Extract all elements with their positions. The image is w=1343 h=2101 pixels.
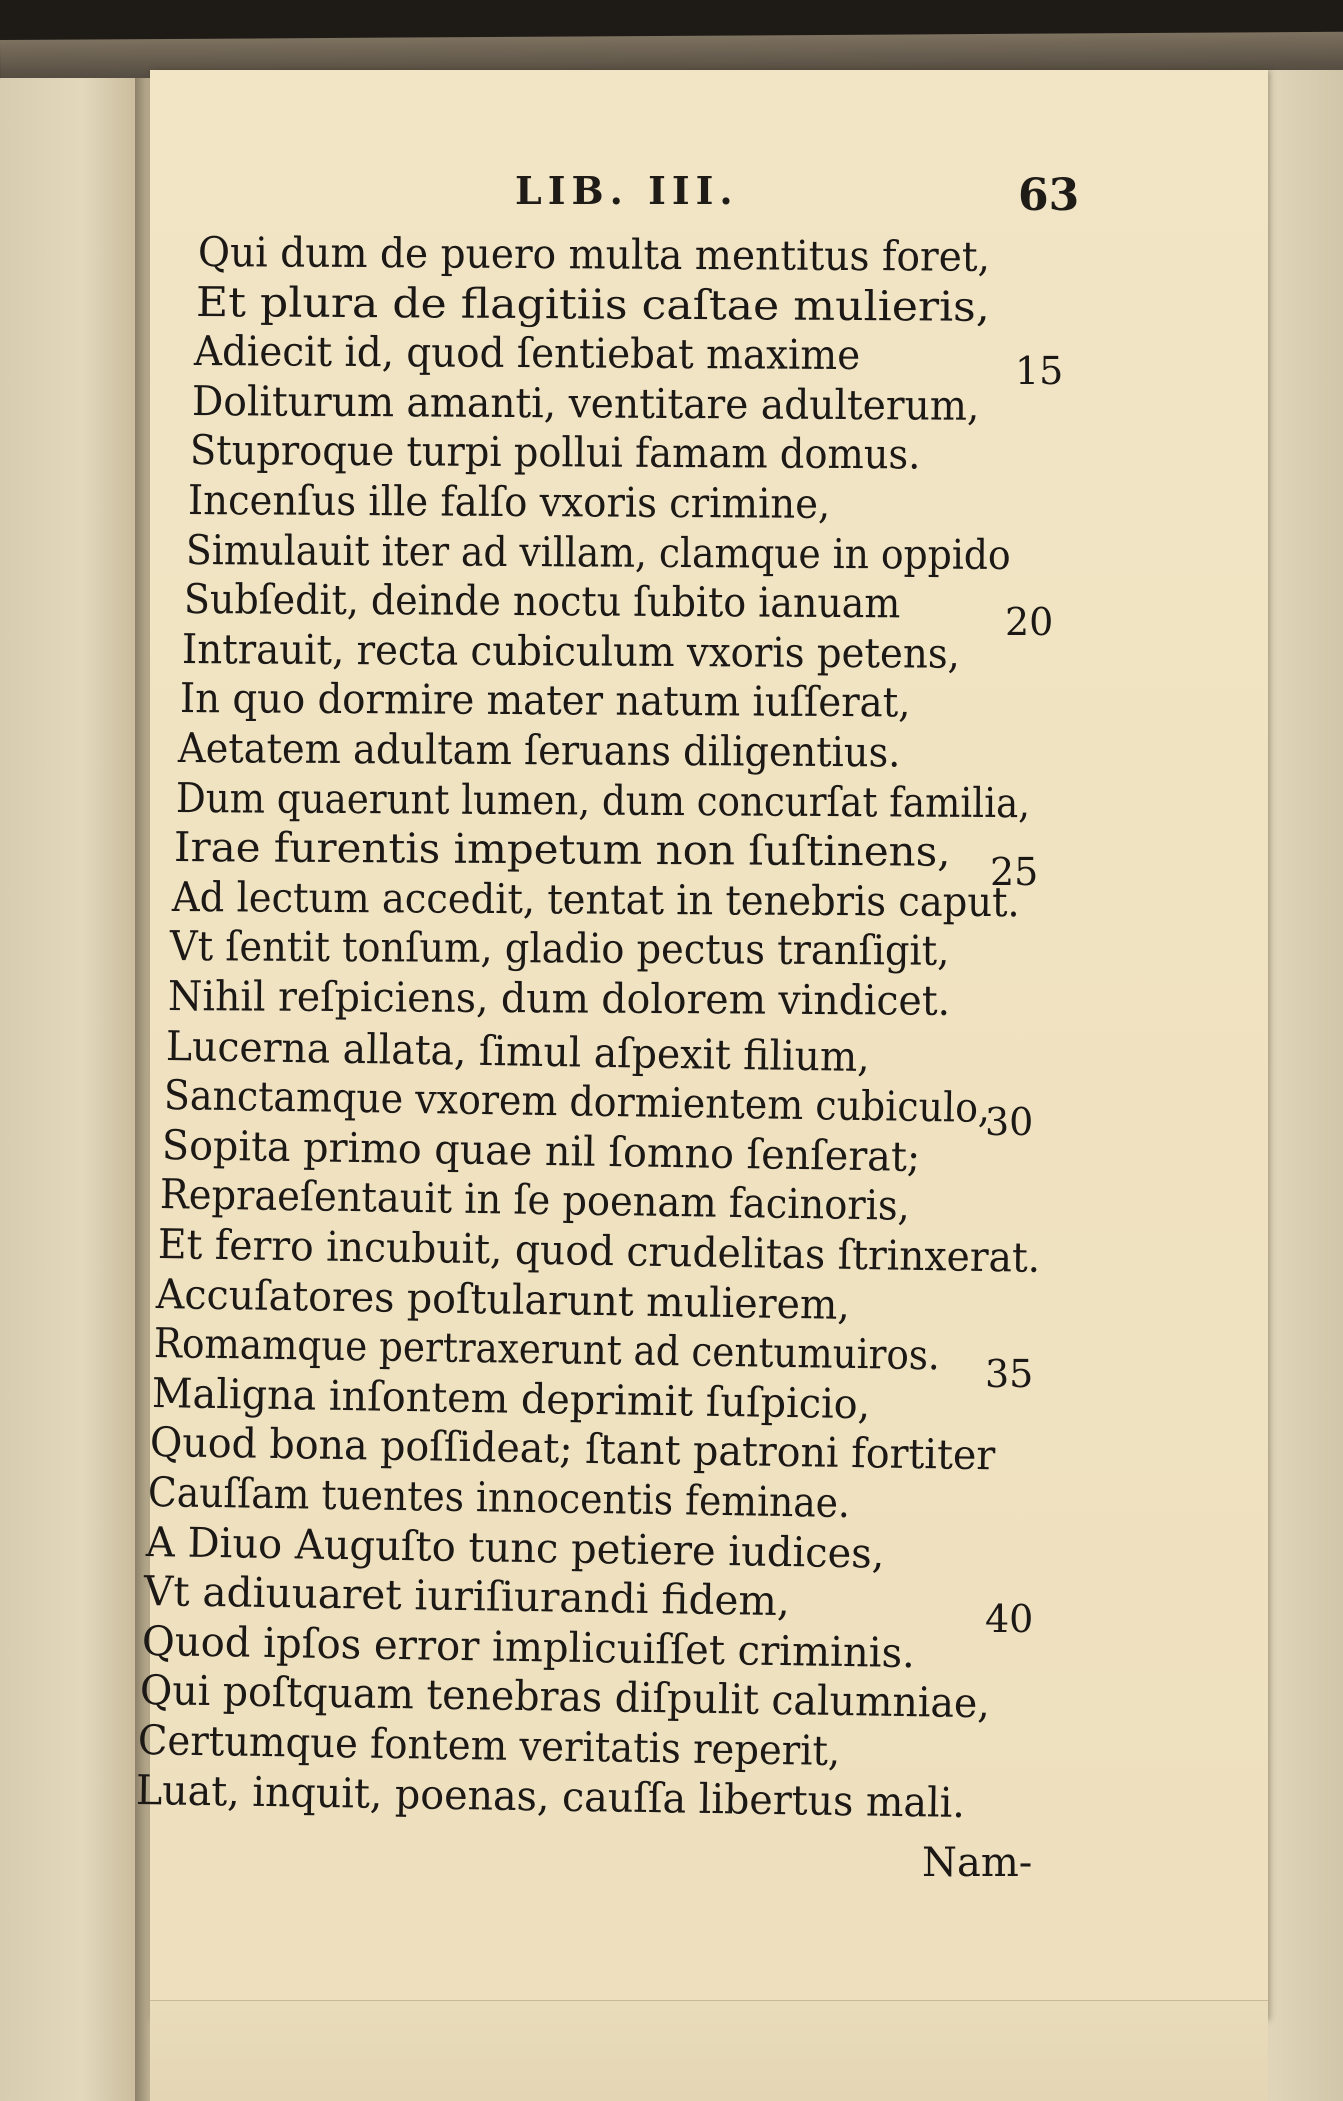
verse-line: Dum quaerunt lumen, dum concurſat familia,: [175, 773, 1031, 827]
line-number: 25: [990, 850, 1039, 894]
book-page: [135, 70, 1268, 2020]
verse-line: Simulauit iter ad villam, clamque in oppido: [185, 525, 1011, 579]
verse-line: Vt ſentit tonſum, gladio pectus tranſigit,: [169, 922, 950, 976]
verse-line: Et plura de flagitiis caſtae mulieris,: [195, 277, 991, 331]
verse-line: Nihil reſpiciens, dum dolorem vindicet.: [167, 972, 951, 1025]
line-number: 15: [1015, 349, 1064, 393]
verse-line: Subſedit, deinde noctu ſubito ianuam: [183, 575, 901, 628]
catchword: Nam-: [922, 1840, 1033, 1886]
verse-line: Repraeſentauit in ſe poenam facinoris,: [159, 1170, 911, 1231]
verse-line: Vt adiuuaret iuriſiurandi fidem,: [143, 1567, 791, 1626]
verse-line: Intrauit, recta cubiculum vxoris petens,: [181, 624, 961, 678]
verse-line: Quod ipſos error implicuiſſet criminis.: [141, 1616, 916, 1677]
verse-line: In quo dormire mater natum iuſſerat,: [179, 674, 911, 727]
verse-line: Cauſſam tuentes innocentis feminae.: [147, 1468, 851, 1528]
page-number: 63: [1018, 170, 1080, 221]
verse-line: Et ferro incubuit, quod crudelitas ſtrinxerat.: [157, 1220, 1041, 1282]
verse-line: Luat, inquit, poenas, cauſſa libertus mali.: [135, 1765, 966, 1827]
verse-line: Doliturum amanti, ventitare adulterum,: [191, 376, 980, 430]
line-number: 20: [1005, 600, 1054, 644]
verse-line: A Diuo Auguſto tunc petiere iudices,: [145, 1517, 885, 1578]
verse-line: Adiecit id, quod ſentiebat maxime: [193, 327, 861, 380]
verse-line: Certumque fontem veritatis reperit,: [137, 1716, 841, 1776]
verse-line: Stuproque turpi pollui famam domus.: [189, 426, 921, 479]
line-number: 40: [985, 1597, 1034, 1641]
verse-line: Maligna inſontem deprimit ſuſpicio,: [151, 1368, 871, 1429]
verse-line: Sanctamque vxorem dormientem cubiculo,: [163, 1071, 991, 1133]
line-number: 35: [985, 1352, 1034, 1396]
verse-line: Qui dum de puero multa mentitus foret,: [197, 228, 991, 281]
line-number: 30: [985, 1100, 1034, 1144]
verse-line: Quod bona poſſideat; ſtant patroni fortiter: [149, 1418, 996, 1480]
running-head: LIB. III.: [515, 168, 739, 213]
page-lower-edge: [150, 2000, 1268, 2101]
verse-line: Sopita primo quae nil ſomno ſenſerat;: [161, 1120, 921, 1181]
verse-line: Romamque pertraxerunt ad centumuiros.: [153, 1319, 941, 1380]
verse-line: Irae furentis impetum non ſuſtinens,: [173, 823, 951, 876]
verse-line: Lucerna allata, ſimul aſpexit filium,: [165, 1021, 871, 1081]
verse-line: Qui poſtquam tenebras diſpulit calumniae,: [139, 1666, 991, 1728]
verse-line: Accuſatores poſtularunt mulierem,: [155, 1269, 851, 1329]
verse-line: Ad lectum accedit, tentat in tenebris caput.: [171, 872, 1020, 926]
verse-line: Aetatem adultam ſeruans diligentius.: [177, 724, 901, 777]
verse-line: Incenſus ille falſo vxoris crimine,: [187, 476, 831, 528]
facing-page: [0, 78, 150, 2101]
